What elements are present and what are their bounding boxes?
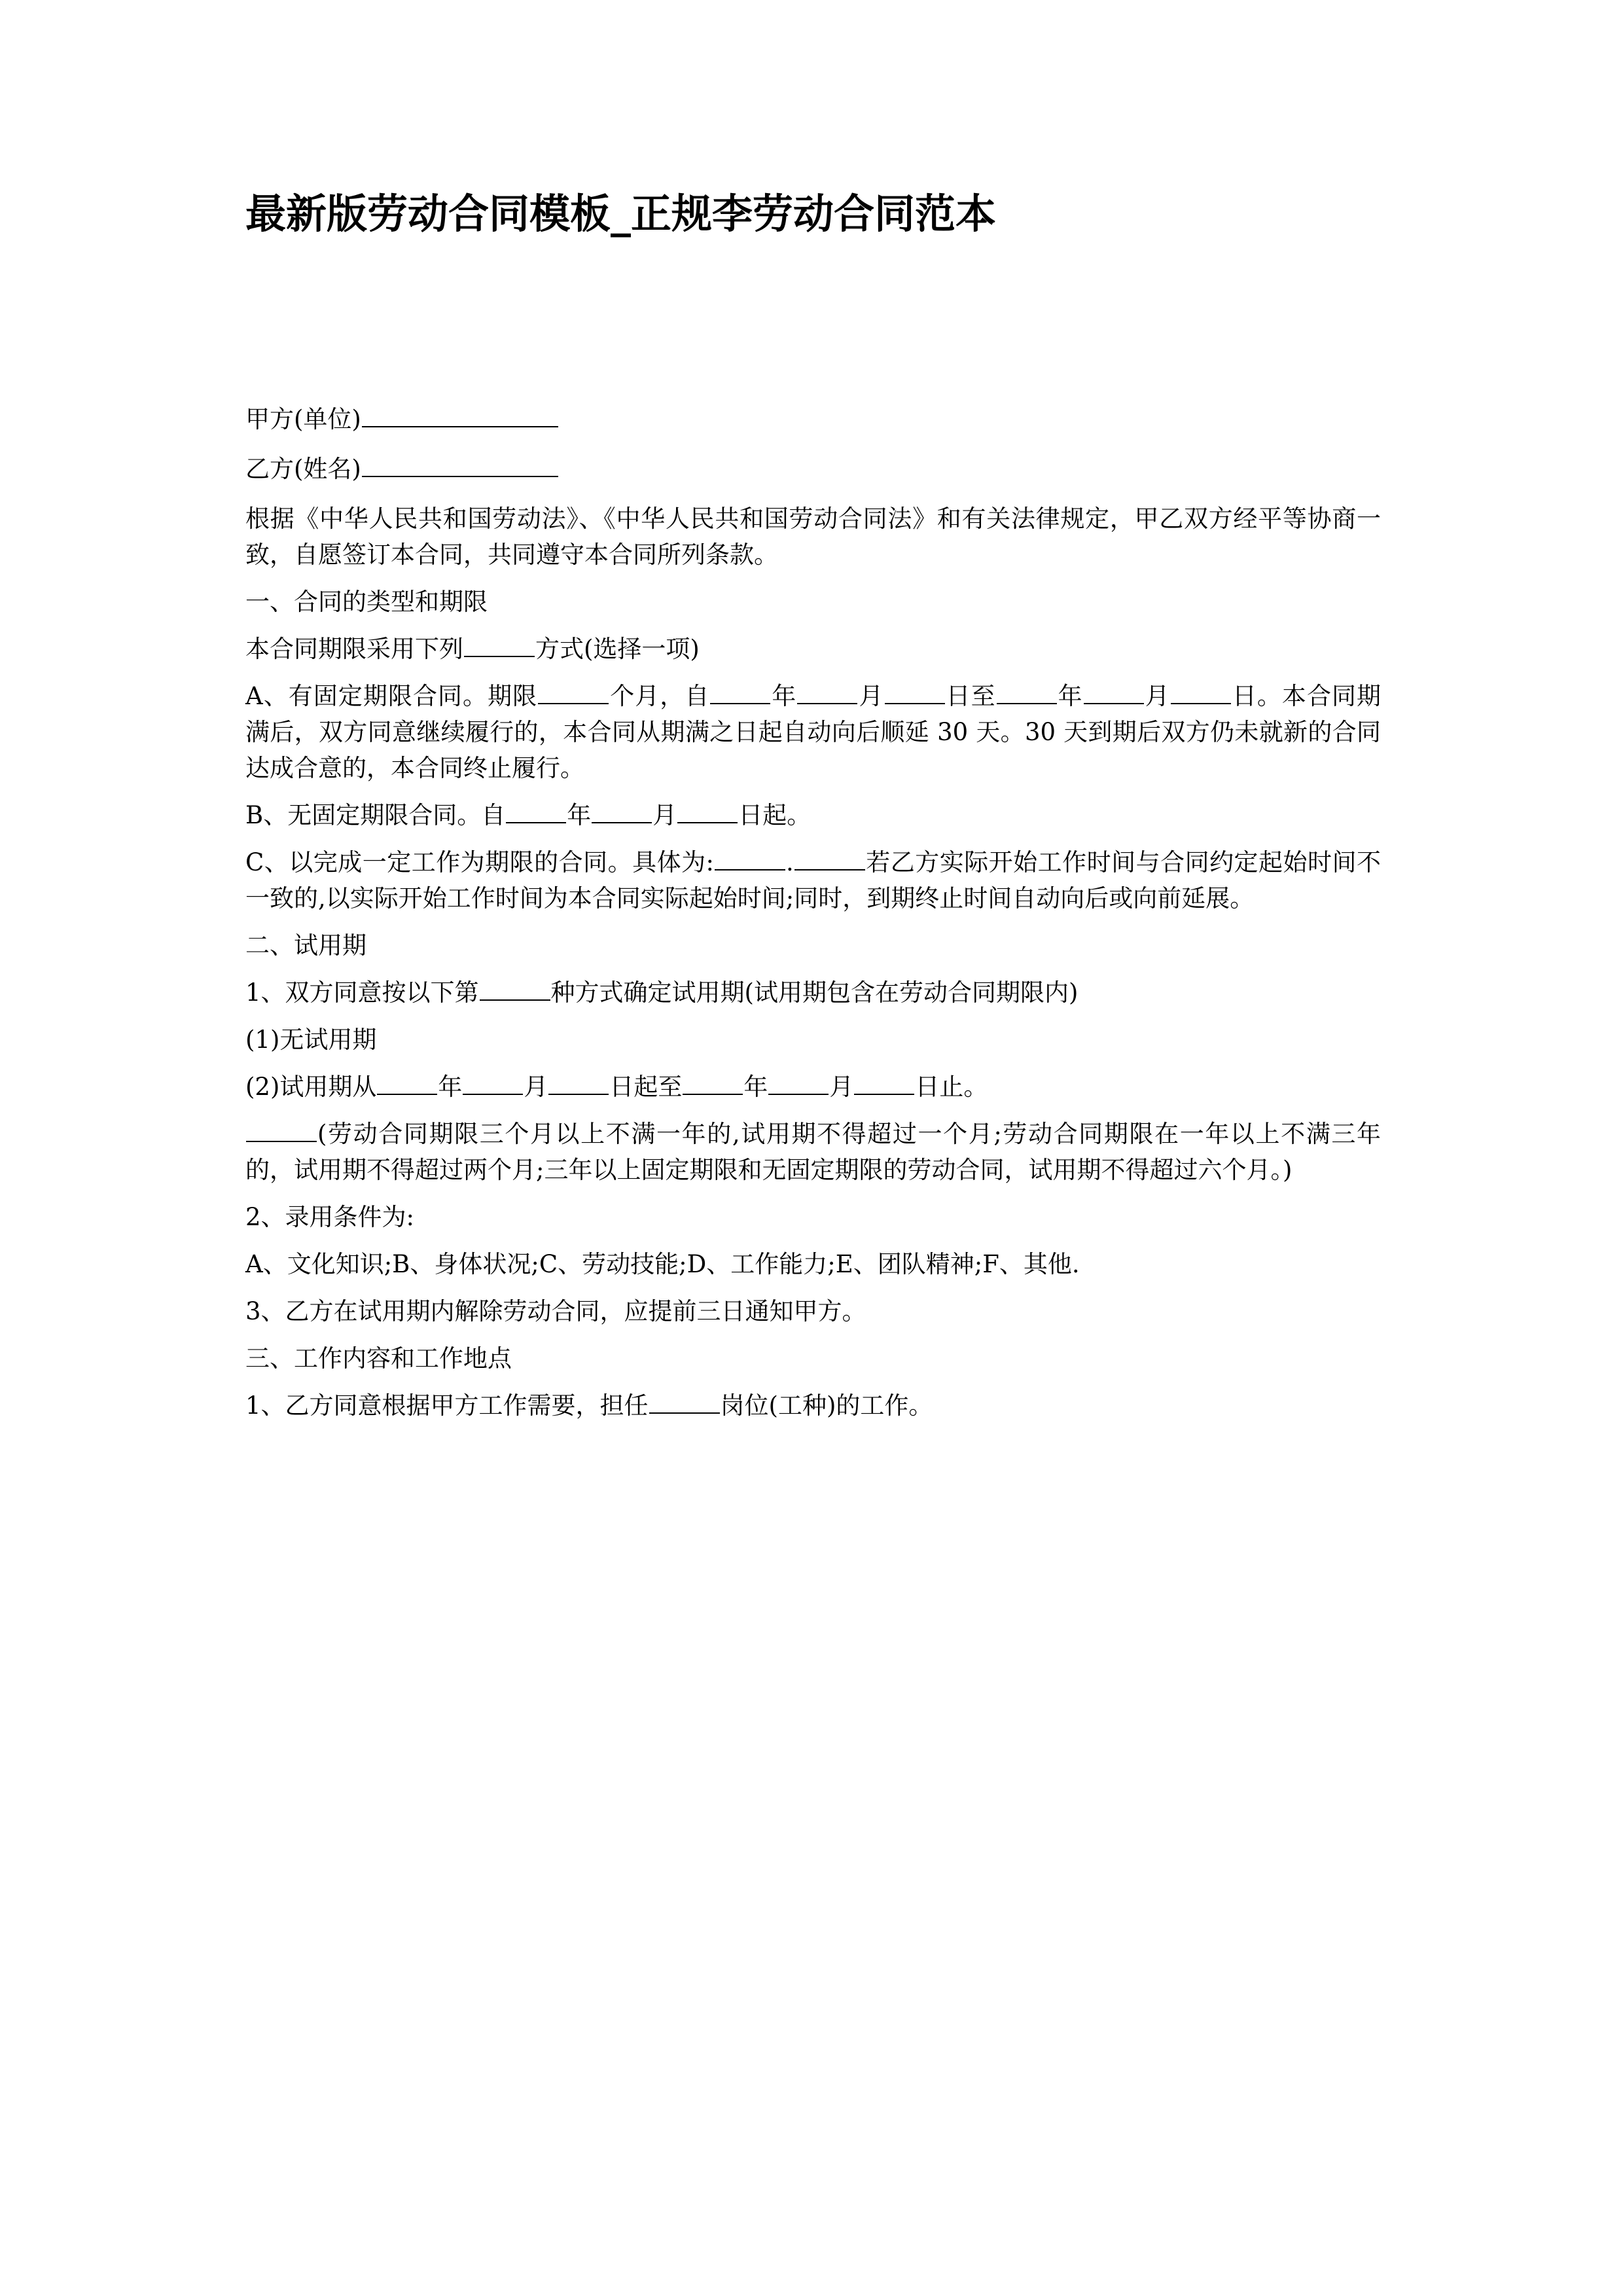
contract-item-b (245, 797, 1381, 833)
item-b-text-3: 月 (652, 801, 677, 830)
probation-note (245, 1116, 1381, 1188)
section-2-heading: 二、试用期 (245, 931, 366, 960)
party-b-blank[interactable] (362, 452, 558, 477)
item-a-text-2: 个月，自 (609, 682, 710, 711)
item-c-text-2: . (786, 848, 794, 877)
probation-end-month-blank[interactable] (768, 1069, 829, 1095)
document-body (245, 401, 1381, 1424)
preamble-paragraph: 根据《中华人民共和国劳动法》、《中华人民共和国劳动合同法》和有关法律规定，甲乙双方经平等协商一致，自愿签订本合同，共同遵守本合同所列条款。 (245, 505, 1381, 569)
item-a-text-8: 日。本合同期满后，双方同意继续履行的，本合同从期满之日起自动向后顺延 30 天。30 天到期后双方仍未就新的合同达成合意的，本合同终止履行。 (245, 682, 1382, 783)
item-a-end-month-blank[interactable] (1084, 679, 1144, 704)
probation-method-blank[interactable] (480, 975, 550, 1001)
item-c-detail-blank-2[interactable] (794, 845, 865, 870)
contract-term-intro-suffix: 方式(选择一项) (535, 635, 700, 664)
item-c-detail-blank-1[interactable] (715, 845, 785, 870)
probation-option-1: (1)无试用期 (245, 1026, 377, 1054)
item-a-end-year-blank[interactable] (997, 679, 1057, 704)
probation-2-text-6: 月 (829, 1073, 854, 1102)
probation-conditions-list: A、文化知识;B、身体状况;C、劳动技能;D、工作能力;E、团队精神;F、其他. (245, 1250, 1080, 1279)
probation-note-blank[interactable] (246, 1117, 317, 1142)
probation-1-text-2: 种方式确定试用期(试用期包含在劳动合同期限内) (550, 978, 1079, 1007)
probation-option-2 (245, 1069, 1381, 1105)
probation-2-text-3: 月 (524, 1073, 548, 1102)
probation-2-text-2: 年 (438, 1073, 463, 1102)
item-a-text-5: 日至 (945, 682, 996, 711)
item-b-day-blank[interactable] (677, 798, 738, 823)
party-b-label: 乙方(姓名) (245, 455, 361, 484)
section-1-heading: 一、合同的类型和期限 (245, 588, 488, 617)
probation-end-year-blank[interactable] (683, 1069, 743, 1095)
contract-term-intro (245, 631, 1381, 667)
probation-item-3: 3、乙方在试用期内解除劳动合同，应提前三日通知甲方。 (245, 1297, 866, 1326)
item-b-text-1: B、无固定期限合同。自 (245, 801, 506, 830)
party-b-line (245, 451, 1381, 487)
section-3-heading: 三、工作内容和工作地点 (245, 1344, 512, 1373)
item-a-months-blank[interactable] (538, 679, 609, 704)
item-a-start-year-blank[interactable] (710, 679, 770, 704)
work-1-text-2: 岗位(工种)的工作。 (720, 1391, 933, 1420)
item-b-text-4: 日起。 (738, 801, 812, 830)
item-b-text-2: 年 (567, 801, 592, 830)
probation-item-1 (245, 975, 1381, 1011)
item-a-end-day-blank[interactable] (1171, 679, 1231, 704)
page-title: 最新版劳动合同模板_正规李劳动合同范本 (245, 190, 997, 238)
contract-item-a (245, 678, 1381, 786)
contract-item-c (245, 844, 1381, 916)
probation-2-text-1: (2)试用期从 (245, 1073, 377, 1102)
work-item-1 (245, 1388, 1381, 1424)
probation-2-text-4: 日起至 (609, 1073, 683, 1102)
party-a-blank[interactable] (362, 402, 558, 427)
item-a-text-1: A、有固定期限合同。期限 (245, 682, 538, 711)
item-a-text-4: 月 (858, 682, 884, 711)
probation-end-day-blank[interactable] (854, 1069, 914, 1095)
probation-start-day-blank[interactable] (548, 1069, 609, 1095)
document-content (245, 0, 1381, 1435)
item-c-text-3: 若乙方实际开始工作时间与合同约定起始时间不一致的,以实际开始工作时间为本合同实际起始时间;同时，到期终止时间自动向后或向前延展。 (245, 848, 1381, 913)
item-a-start-month-blank[interactable] (797, 679, 857, 704)
contract-term-intro-prefix: 本合同期限采用下列 (245, 635, 463, 664)
probation-start-year-blank[interactable] (377, 1069, 437, 1095)
item-a-text-7: 月 (1144, 682, 1170, 711)
item-b-month-blank[interactable] (592, 798, 652, 823)
probation-start-month-blank[interactable] (463, 1069, 523, 1095)
probation-note-text: (劳动合同期限三个月以上不满一年的,试用期不得超过一个月;劳动合同期限在一年以上不满三年的，试用期不得超过两个月;三年以上固定期限和无固定期限的劳动合同，试用期不得超过六个月。) (245, 1120, 1381, 1185)
work-1-text-1: 1、乙方同意根据甲方工作需要，担任 (245, 1391, 649, 1420)
probation-2-text-5: 年 (743, 1073, 768, 1102)
item-a-text-3: 年 (771, 682, 797, 711)
item-c-text-1: C、以完成一定工作为期限的合同。具体为: (245, 848, 715, 877)
probation-item-2: 2、录用条件为: (245, 1203, 415, 1232)
contract-term-type-blank[interactable] (464, 632, 535, 657)
work-position-blank[interactable] (649, 1388, 720, 1414)
item-b-year-blank[interactable] (506, 798, 566, 823)
item-a-text-6: 年 (1057, 682, 1083, 711)
probation-1-text-1: 1、双方同意按以下第 (245, 978, 479, 1007)
item-a-start-day-blank[interactable] (885, 679, 945, 704)
party-a-label: 甲方(单位) (245, 405, 361, 434)
probation-2-text-7: 日止。 (915, 1073, 988, 1102)
party-a-line (245, 401, 1381, 437)
